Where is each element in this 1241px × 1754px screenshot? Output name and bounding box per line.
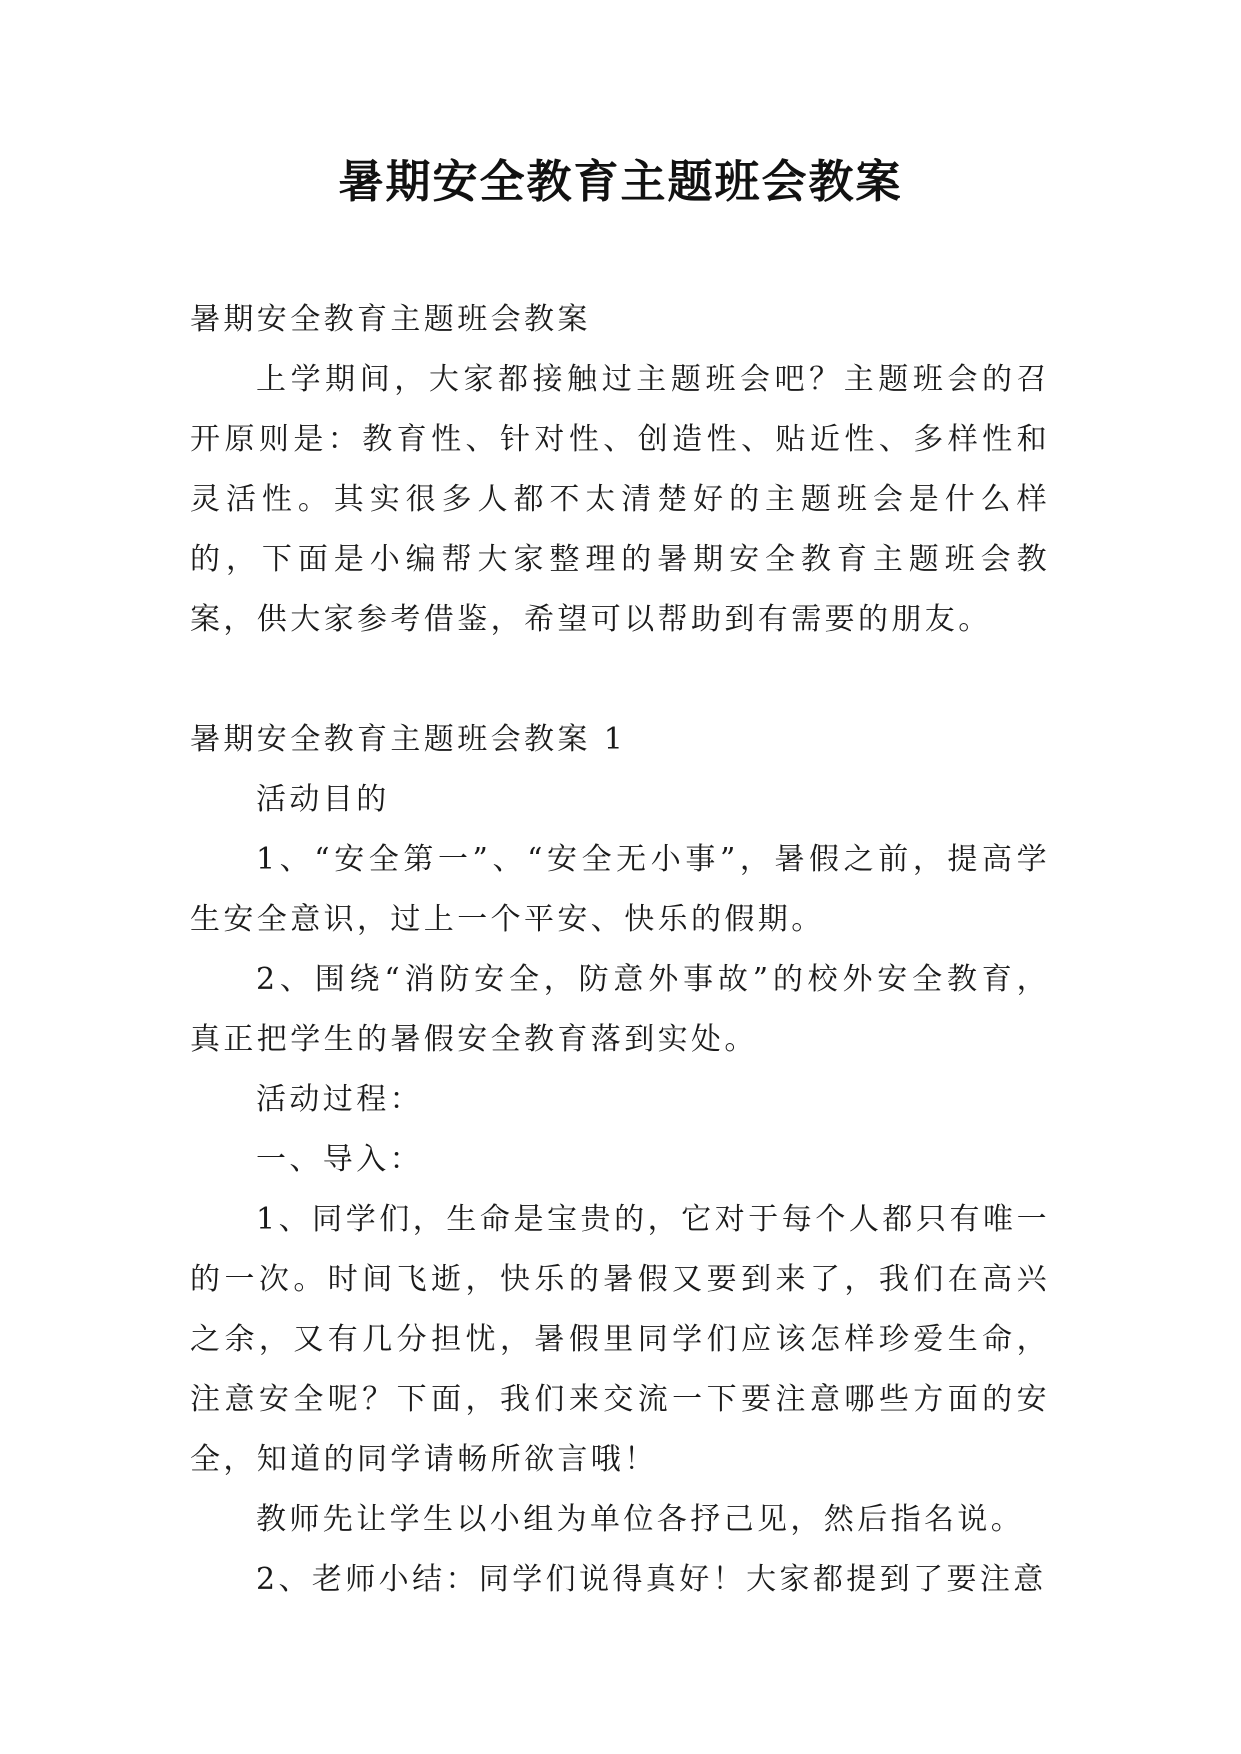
- paragraph: 1、“安全第一”、“安全无小事”，暑假之前，提高学生安全意识，过上一个平安、快乐的假期。: [190, 842, 1050, 937]
- paragraph: 活动目的: [256, 782, 390, 817]
- document-body: [190, 290, 1050, 1610]
- paragraph: 活动过程：: [256, 1082, 423, 1117]
- intro-paragraph: 上学期间，大家都接触过主题班会吧？主题班会的召开原则是：教育性、针对性、创造性、贴近性、多样性和灵活性。其实很多人都不太清楚好的主题班会是什么样的，下面是小编帮大家整理的暑期安全教育主题班会教案，供大家参考借鉴，希望可以帮助到有需要的朋友。: [190, 362, 1050, 637]
- paragraph: 2、老师小结：同学们说得真好！大家都提到了要注意: [256, 1562, 1047, 1597]
- paragraph: 教师先让学生以小组为单位各抒己见，然后指名说。: [256, 1502, 1025, 1537]
- section-heading: 暑期安全教育主题班会教案 1: [190, 722, 627, 757]
- paragraph: 一、导入：: [256, 1142, 423, 1177]
- paragraph: 2、围绕“消防安全，防意外事故”的校外安全教育，真正把学生的暑假安全教育落到实处。: [190, 962, 1050, 1057]
- paragraph: 1、同学们，生命是宝贵的，它对于每个人都只有唯一的一次。时间飞逝，快乐的暑假又要到来了，我们在高兴之余，又有几分担忧，暑假里同学们应该怎样珍爱生命，注意安全呢？下面，我们来交流一下要注意哪些方面的安全，知道的同学请畅所欲言哦！: [190, 1202, 1050, 1477]
- subtitle: 暑期安全教育主题班会教案: [190, 302, 591, 337]
- section-spacer: [190, 650, 1050, 710]
- document-title: 暑期安全教育主题班会教案: [338, 155, 903, 208]
